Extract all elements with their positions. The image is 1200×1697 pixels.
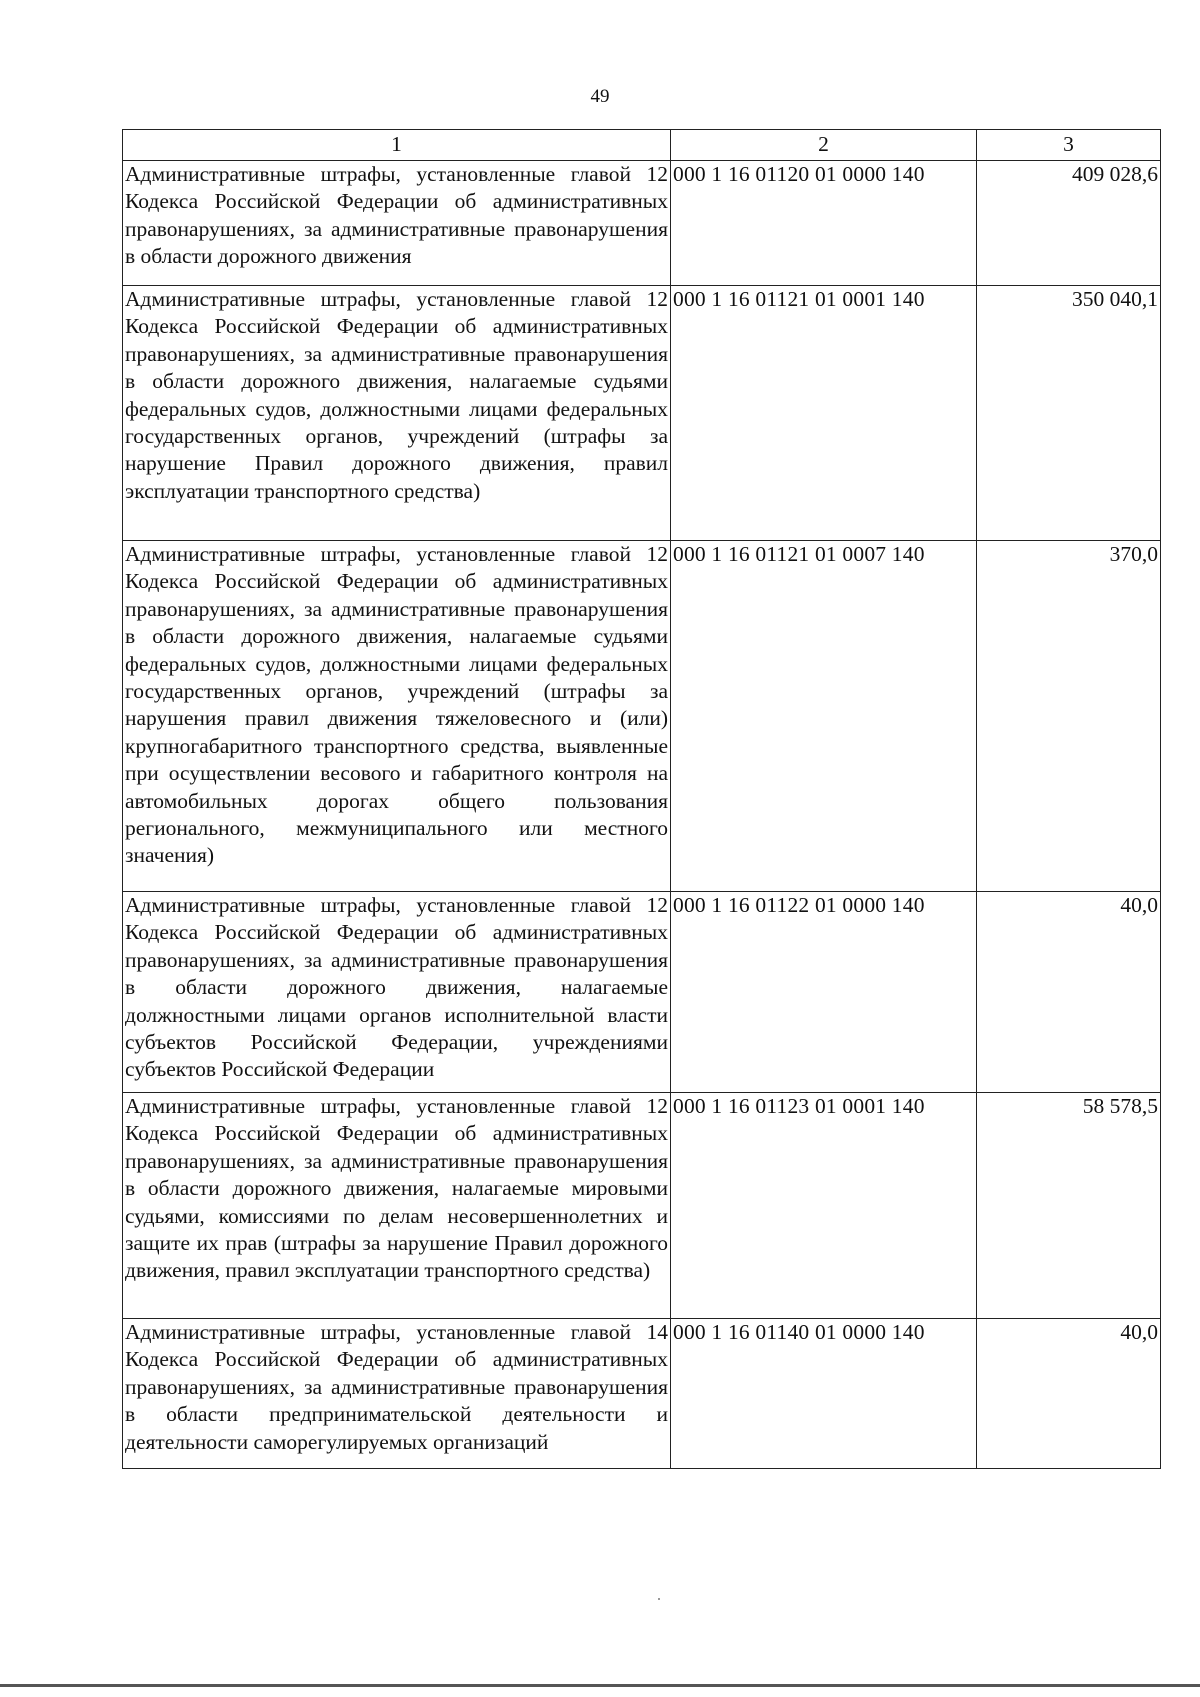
scan-bottom-edge xyxy=(0,1684,1200,1687)
row-amount: 40,0 xyxy=(977,1319,1161,1469)
row-description: Административные штрафы, установленные главой 12 Кодекса Российской Федерации об административных правонарушениях, за административные правонарушения в области дорожного движения, налагаемые судьями федеральных судов, должностными лицами федеральных государственных органов, учреждений (штрафы за нарушения правил движения тяжеловесного и (или) крупногабаритного транспортного средства, выявленные при осуществлении весового и габаритного контроля на автомобильных дорогах общего пользования регионального, межмуниципального или местного значения) xyxy=(123,541,671,892)
table-row xyxy=(123,1093,1161,1319)
column-header-3: 3 xyxy=(977,130,1161,161)
row-amount: 350 040,1 xyxy=(977,286,1161,541)
scan-speck xyxy=(658,1598,660,1600)
row-description: Административные штрафы, установленные главой 14 Кодекса Российской Федерации об административных правонарушениях, за административные правонарушения в области предпринимательской деятельности и деятельности саморегулируемых организаций xyxy=(123,1319,671,1469)
row-description: Административные штрафы, установленные главой 12 Кодекса Российской Федерации об административных правонарушениях, за административные правонарушения в области дорожного движения, налагаемые должностными лицами органов исполнительной власти субъектов Российской Федерации, учреждениями субъектов Российской Федерации xyxy=(123,892,671,1093)
row-description: Административные штрафы, установленные главой 12 Кодекса Российской Федерации об административных правонарушениях, за административные правонарушения в области дорожного движения, налагаемые судьями федеральных судов, должностными лицами федеральных государственных органов, учреждений (штрафы за нарушение Правил дорожного движения, правил эксплуатации транспортного средства) xyxy=(123,286,671,541)
table-row xyxy=(123,286,1161,541)
page-number: 49 xyxy=(590,86,610,107)
row-budget-code: 000 1 16 01120 01 0000 140 xyxy=(671,161,977,286)
table-header-row xyxy=(123,130,1161,161)
column-header-2: 2 xyxy=(671,130,977,161)
table-row xyxy=(123,161,1161,286)
row-description: Административные штрафы, установленные главой 12 Кодекса Российской Федерации об административных правонарушениях, за административные правонарушения в области дорожного движения, налагаемые мировыми судьями, комиссиями по делам несовершеннолетних и защите их прав (штрафы за нарушение Правил дорожного движения, правил эксплуатации транспортного средства) xyxy=(123,1093,671,1319)
row-budget-code: 000 1 16 01121 01 0001 140 xyxy=(671,286,977,541)
budget-revenue-table xyxy=(122,129,1161,1469)
row-amount: 40,0 xyxy=(977,892,1161,1093)
row-amount: 58 578,5 xyxy=(977,1093,1161,1319)
row-description: Административные штрафы, установленные главой 12 Кодекса Российской Федерации об административных правонарушениях, за административные правонарушения в области дорожного движения xyxy=(123,161,671,286)
row-amount: 409 028,6 xyxy=(977,161,1161,286)
table-row xyxy=(123,892,1161,1093)
row-budget-code: 000 1 16 01121 01 0007 140 xyxy=(671,541,977,892)
column-header-1: 1 xyxy=(123,130,671,161)
row-budget-code: 000 1 16 01122 01 0000 140 xyxy=(671,892,977,1093)
table-row xyxy=(123,541,1161,892)
row-amount: 370,0 xyxy=(977,541,1161,892)
table-row xyxy=(123,1319,1161,1469)
row-budget-code: 000 1 16 01123 01 0001 140 xyxy=(671,1093,977,1319)
row-budget-code: 000 1 16 01140 01 0000 140 xyxy=(671,1319,977,1469)
